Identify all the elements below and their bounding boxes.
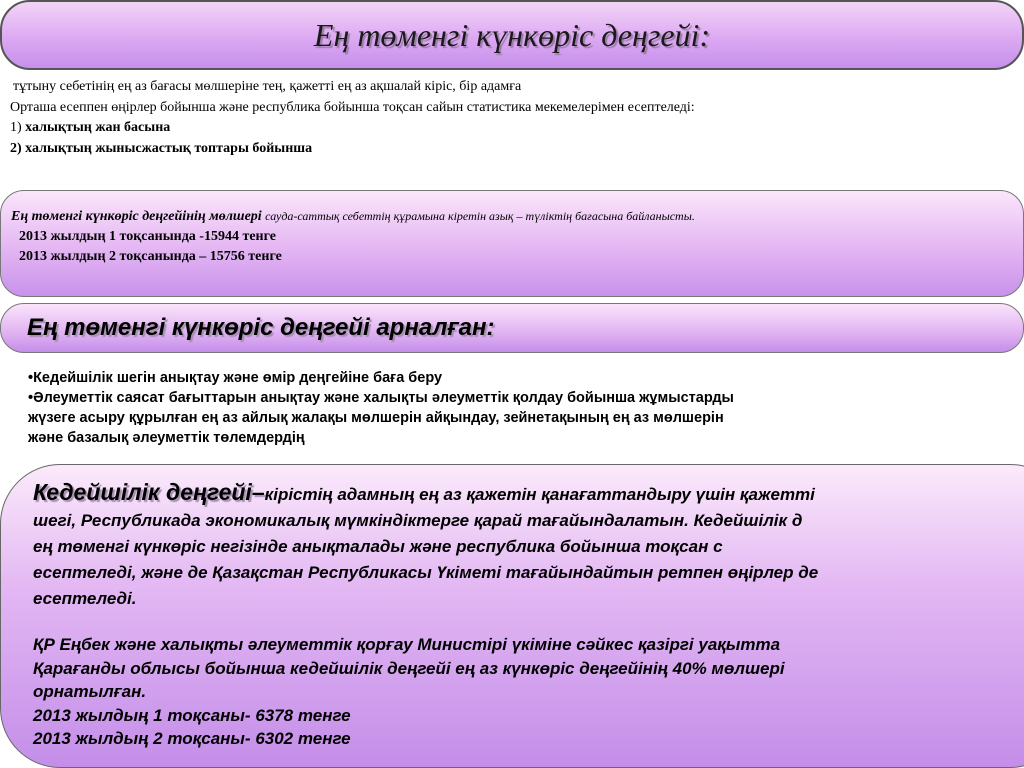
poverty-level-box bbox=[0, 464, 1024, 768]
poverty-p2-line-1: ҚР Еңбек және халықты әлеуметтік қорғау Министірі үкіміне сәйкес қазіргі уақытта bbox=[33, 635, 781, 654]
subsistence-value-q2: 2013 жылдың 2 тоқсанында – 15756 тенге bbox=[19, 249, 282, 264]
subtitle-banner bbox=[0, 303, 1024, 353]
subsistence-amount-box bbox=[0, 190, 1024, 297]
poverty-p2-line-4: 2013 жылдың 1 тоқсаны- 6378 тенге bbox=[33, 705, 351, 725]
poverty-line-3: ең төменгі күнкөріс негізінде анықталады және республика бойынша тоқсан с bbox=[33, 537, 723, 556]
section-subtitle: Ең төменгі күнкөріс деңгейі арналған: bbox=[27, 314, 495, 341]
poverty-p2-line-5: 2013 жылдың 2 тоқсаны- 6302 тенге bbox=[33, 729, 351, 748]
poverty-p2-line-2: Қарағанды облысы бойынша кедейшілік деңгейі ең аз күнкөріс деңгейінің 40% мөлшері bbox=[33, 658, 785, 678]
poverty-karaganda bbox=[33, 633, 1024, 751]
bullet-item-2-line-3: және базалық әлеуметтік төлемдердің bbox=[28, 430, 305, 446]
poverty-line-5: есептеледі. bbox=[33, 589, 137, 608]
subsistence-definition-italic: сауда-саттық себеттің құрамына кіретін азық – түліктің бағасына байланысты. bbox=[265, 209, 695, 223]
intro-item-2 bbox=[10, 139, 1010, 160]
intro-item-1-text: халықтың жан басына bbox=[25, 120, 171, 135]
intro-item-2-text: 2) халықтың жынысжастық топтары бойынша bbox=[10, 140, 313, 156]
intro-line-1: тұтыну себетінің ең аз бағасы мөлшеріне тең, қажетті ең аз ақшалай кіріс, бір адамға bbox=[13, 79, 522, 94]
intro-line-2: Орташа есеппен өңірлер бойынша және республика бойынша тоқсан сайын статистика мекемелерімен есептеледі: bbox=[10, 99, 695, 115]
poverty-p2-line-3: орнатылған. bbox=[33, 682, 147, 701]
bullet-item-2-line-2: жүзеге асыру құрылған ең аз айлық жалақы мөлшерін айқындау, зейнетақының ең аз мөлшерін bbox=[28, 410, 724, 426]
subsistence-value-q1: 2013 жылдың 1 тоқсанында -15944 тенге bbox=[19, 229, 277, 244]
poverty-definition bbox=[33, 479, 1024, 612]
poverty-line-2: шегі, Республикада экономикалық мүмкіндіктерге қарай тағайындалатын. Кедейшілік д bbox=[33, 511, 803, 530]
intro-item-1 bbox=[10, 118, 1010, 139]
poverty-lead: Кедейшілік деңгейі– bbox=[33, 479, 265, 505]
page-title: Ең төменгі күнкөріс деңгейі: bbox=[313, 16, 711, 53]
poverty-line-4: есептеледі, және де Қазақстан Республикасы Үкіметі тағайындайтын ретпен өңірлер де bbox=[33, 563, 819, 582]
subsistence-definition-bold: Ең төменгі күнкөріс деңгейінің мөлшері bbox=[11, 209, 262, 224]
bullet-item-2-line-1: •Әлеуметтік саясат бағыттарын анықтау және халықты әлеуметтік қолдау бойынша жұмыстарды bbox=[28, 390, 734, 406]
bullet-item-1: •Кедейшілік шегін анықтау және өмір деңгейіне баға беру bbox=[28, 370, 443, 386]
purpose-bullet-list bbox=[28, 368, 988, 448]
intro-item-1-num: 1) bbox=[10, 120, 22, 135]
title-banner bbox=[0, 0, 1024, 70]
intro-text bbox=[10, 77, 1010, 159]
poverty-line-1-rest: кірістің адамның ең аз қажетін қанағаттандыру үшін қажетті bbox=[264, 485, 815, 504]
poverty-line-1 bbox=[33, 479, 1024, 508]
subsistence-definition bbox=[11, 206, 1013, 227]
